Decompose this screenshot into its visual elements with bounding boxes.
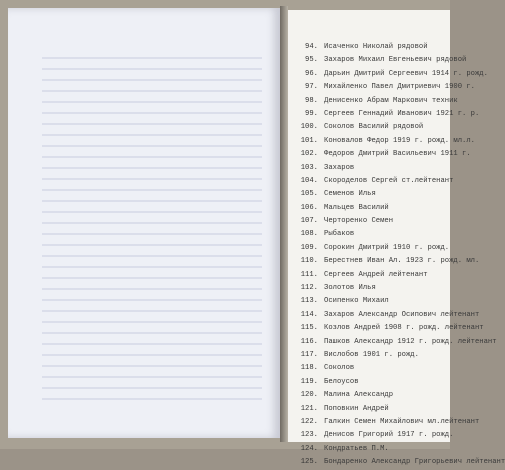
entry-text: Осипенко Михаил	[324, 297, 389, 306]
entry-text: Семенов Илья	[324, 190, 376, 199]
left-page	[8, 8, 280, 438]
entry-text: Сергеев Андрей лейтенант	[324, 270, 428, 279]
list-item	[296, 322, 496, 335]
entry-text: Пашков Александр 1912 г. рожд. лейтенант	[324, 337, 497, 346]
list-item	[296, 443, 496, 456]
entry-number: 98.	[305, 96, 318, 105]
list-item	[296, 188, 496, 201]
name-list	[296, 41, 505, 470]
list-item	[296, 389, 496, 402]
entry-number: 123.	[300, 431, 318, 440]
entry-text: Исаченко Николай рядовой	[324, 43, 428, 51]
list-item	[296, 108, 496, 121]
entry-number: 96.	[305, 69, 318, 78]
list-item	[296, 95, 496, 108]
entry-number: 113.	[300, 297, 318, 306]
entry-text: Вислобов 1901 г. рожд.	[324, 350, 419, 359]
entry-text: Соколов Василий рядовой	[324, 123, 424, 132]
entry-number: 116.	[300, 337, 318, 346]
entry-number: 107.	[300, 217, 318, 226]
list-item	[296, 362, 496, 375]
list-item	[296, 148, 496, 161]
entry-text: Рыбаков	[324, 230, 355, 239]
list-item	[296, 228, 496, 241]
entry-number: 102.	[300, 150, 318, 159]
entry-text: Захаров Александр Осипович лейтенант	[324, 310, 480, 319]
list-item	[296, 456, 505, 469]
entry-text: Скороделов Сергей ст.лейтенант	[324, 176, 454, 185]
entry-number: 125.	[300, 458, 318, 467]
entry-number: 97.	[305, 83, 318, 92]
entry-text: Кондратьев П.М.	[324, 444, 389, 453]
list-item	[296, 54, 496, 67]
list-item	[296, 175, 496, 188]
entry-number: 106.	[300, 203, 318, 212]
entry-text: Малина Александр	[324, 391, 394, 400]
entry-text: Денисенко Абрам Маркович техник	[324, 96, 458, 105]
entry-number: 122.	[300, 417, 318, 426]
entry-number: 112.	[300, 284, 318, 293]
list-item	[296, 295, 496, 308]
list-item	[296, 135, 496, 148]
list-item	[296, 336, 496, 349]
entry-text: Федоров Дмитрий Васильевич 1911 г.	[324, 150, 471, 159]
list-item	[296, 68, 496, 81]
entry-number: 114.	[300, 310, 318, 319]
book-gutter	[280, 6, 288, 442]
entry-text: Захаров	[324, 163, 355, 172]
entry-text: Михайленко Павел Дмитриевич 1900 г.	[324, 83, 475, 92]
entry-number: 95.	[305, 56, 318, 65]
entry-text: Соколов	[324, 364, 355, 373]
entry-text: Бондаренко Александр Григорьевич лейтенант	[324, 458, 505, 467]
entry-number: 119.	[300, 377, 318, 386]
entry-number: 104.	[300, 176, 318, 185]
entry-text: Берестнев Иван Ал. 1923 г. рожд. мл.	[324, 257, 480, 266]
bleed-through-text	[42, 48, 262, 408]
list-item	[296, 255, 496, 268]
entry-number: 110.	[300, 257, 318, 266]
list-item	[296, 269, 496, 282]
entry-text: Захаров Михаил Евгеньевич рядовой	[324, 56, 467, 65]
entry-text: Коновалов Федор 1919 г. рожд. мл.л.	[324, 136, 475, 145]
entry-text: Мальцев Василий	[324, 203, 389, 212]
list-item	[296, 403, 496, 416]
entry-number: 115.	[300, 324, 318, 333]
entry-text: Козлов Андрей 1908 г. рожд. лейтенант	[324, 324, 484, 333]
entry-number: 120.	[300, 391, 318, 400]
entry-number: 118.	[300, 364, 318, 373]
entry-number: 108.	[300, 230, 318, 239]
entry-text: Денисов Григорий 1917 г. рожд.	[324, 431, 454, 440]
entry-number: 124.	[300, 444, 318, 453]
entry-number: 109.	[300, 243, 318, 252]
entry-number: 103.	[300, 163, 318, 172]
list-item	[296, 81, 496, 94]
entry-number: 101.	[300, 136, 318, 145]
right-page	[288, 10, 505, 467]
list-item	[296, 376, 496, 389]
entry-text: Золотов Илья	[324, 284, 376, 293]
list-item	[296, 162, 496, 175]
list-item	[296, 121, 496, 134]
entry-number: 105.	[300, 190, 318, 199]
entry-number: 94.	[305, 43, 318, 51]
entry-text: Черторенко Семен	[324, 217, 394, 226]
entry-text: Белоусов	[324, 377, 359, 386]
list-item	[296, 416, 496, 429]
entry-number: 117.	[300, 350, 318, 359]
list-item	[296, 429, 496, 442]
list-item	[296, 41, 496, 54]
entry-text: Сорокин Дмитрий 1910 г. рожд.	[324, 243, 450, 252]
list-item	[296, 349, 496, 362]
list-item	[296, 309, 496, 322]
entry-text: Дарьин Дмитрий Сергеевич 1914 г. рожд.	[324, 69, 488, 78]
entry-text: Поповкин Андрей	[324, 404, 389, 413]
entry-number: 100.	[300, 123, 318, 132]
list-item	[296, 215, 496, 228]
list-item	[296, 282, 496, 295]
entry-number: 121.	[300, 404, 318, 413]
entry-number: 99.	[305, 109, 318, 118]
entry-text: Галкин Семен Михайлович мл.лейтенант	[324, 417, 480, 426]
list-item	[296, 242, 496, 255]
entry-number: 111.	[300, 270, 318, 279]
entry-text: Сергеев Геннадий Иванович 1921 г. р.	[324, 109, 480, 118]
list-item	[296, 202, 496, 215]
